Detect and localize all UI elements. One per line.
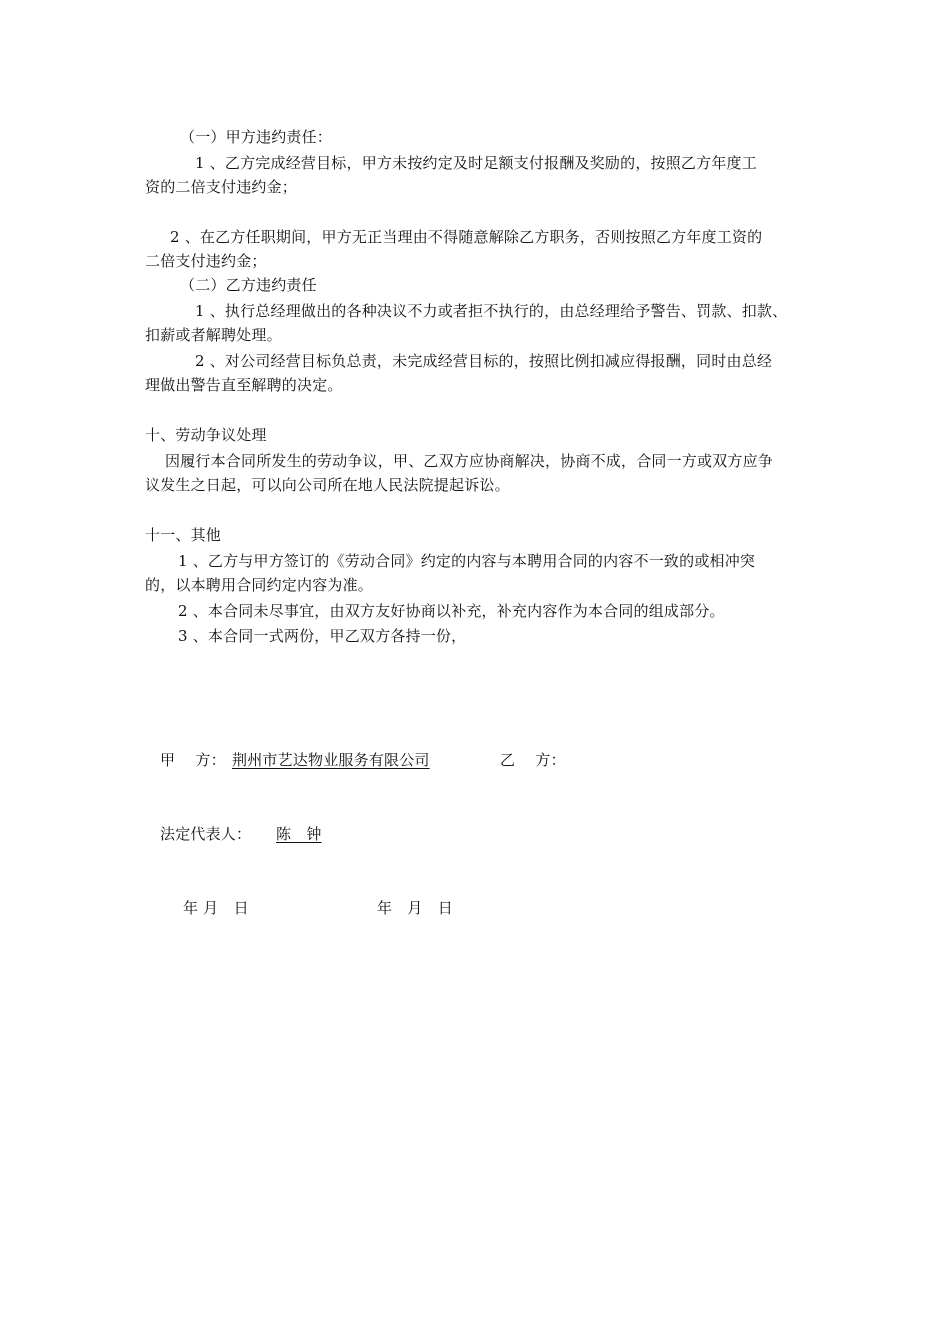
party-b-breach-item-2: 2 、对公司经营目标负总责，未完成经营目标的，按照比例扣减应得报酬，同时由总经 [195,352,773,370]
section-11-item-2: 2 、本合同未尽事宜，由双方友好协商以补充，补充内容作为本合同的组成部分。 [178,602,725,620]
legal-representative-name: 陈 钟 [276,825,322,843]
section-11-item-1-cont: 的，以本聘用合同约定内容为准。 [145,576,374,594]
section-10-line-1: 因履行本合同所发生的劳动争议，甲、乙双方应协商解决，协商不成，合同一方或双方应争 [165,452,774,470]
party-a-breach-item-2: 2 、在乙方任职期间，甲方无正当理由不得随意解除乙方职务，否则按照乙方年度工资的 [170,228,763,246]
party-a-label: 甲 方： [160,751,226,769]
party-b-date: 年 月 日 [377,899,454,917]
section-11-item-1: 1 、乙方与甲方签订的《劳动合同》约定的内容与本聘用合同的内容不一致的或相冲突 [178,552,756,570]
party-a-breach-item-1-cont: 资的二倍支付违约金； [145,178,298,196]
party-a-name: 荆州市艺达物业服务有限公司 [232,751,430,769]
party-b-breach-item-1-cont: 扣薪或者解聘处理。 [145,326,282,344]
party-a-date: 年 月 日 [183,899,249,917]
party-b-breach-heading: （二）乙方违约责任 [180,276,317,294]
section-10-title: 十、劳动争议处理 [145,426,267,444]
party-b-breach-item-2-cont: 理做出警告直至解聘的决定。 [145,376,343,394]
section-10-line-2: 议发生之日起，可以向公司所在地人民法院提起诉讼。 [145,476,510,494]
party-b-label: 乙 方： [500,751,566,769]
section-11-item-3: 3 、本合同一式两份，甲乙双方各持一份， [178,627,467,645]
party-a-breach-item-2-cont: 二倍支付违约金； [145,252,267,270]
party-a-breach-item-1: 1 、乙方完成经营目标，甲方未按约定及时足额支付报酬及奖励的，按照乙方年度工 [195,154,757,172]
party-a-breach-heading: （一）甲方违约责任： [180,128,333,146]
legal-representative-label: 法定代表人： [160,825,252,843]
section-11-title: 十一、其他 [145,526,222,544]
party-b-breach-item-1: 1 、执行总经理做出的各种决议不力或者拒不执行的，由总经理给予警告、罚款、扣款、 [195,302,788,320]
